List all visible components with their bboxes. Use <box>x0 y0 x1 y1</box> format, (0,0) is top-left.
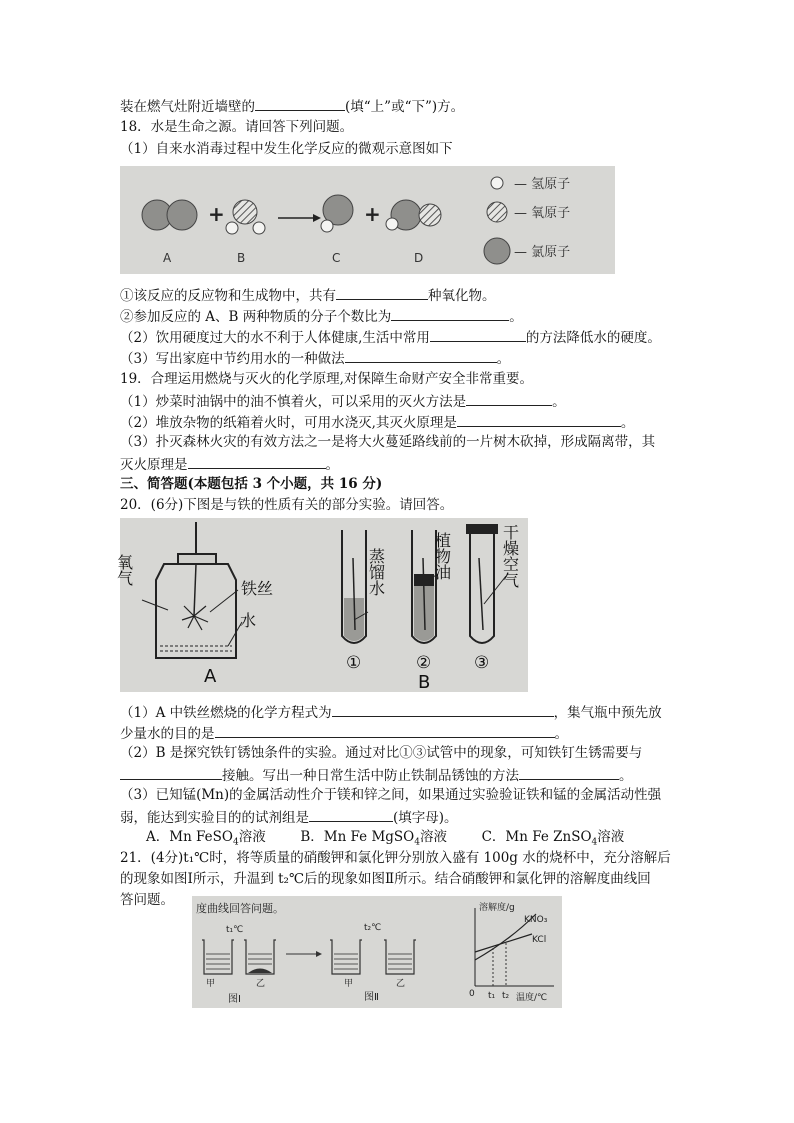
tick-t2: t₂ <box>502 991 510 1001</box>
text: 溶液 <box>597 829 625 845</box>
undissolved-solid <box>248 969 272 974</box>
section3-heading: 三、简答题(本题包括 3 个小题，共 16 分) <box>120 476 383 492</box>
t1-label: t₁℃ <box>226 925 244 935</box>
q21-line2: 的现象如图Ⅰ所示，升温到 t₂℃后的现象如图Ⅱ所示。结合硝酸钾和氯化钾的溶解度曲线回 <box>120 871 651 887</box>
text: 。 <box>620 415 635 431</box>
tube-number-2: ② <box>416 653 432 673</box>
q21-line3: 答问题。 <box>120 892 174 908</box>
label-water: 水 <box>240 611 257 630</box>
q19-part2 <box>120 412 634 432</box>
text: 的方法降低水的硬度。 <box>525 330 661 346</box>
text: (填“上”或“下”)方。 <box>345 99 465 115</box>
stopper <box>178 554 216 564</box>
oxygen-legend-icon <box>487 202 507 222</box>
q17-tail-line <box>120 96 464 116</box>
q20-part1a <box>120 702 662 722</box>
label-dry-air: 干燥空气 <box>500 524 520 588</box>
label-distilled-water: 蒸馏水 <box>366 548 386 596</box>
text: 接触。写出一种日常生活中防止铁制品锈蚀的方法 <box>222 768 519 784</box>
text: 少量水的目的是 <box>120 726 215 742</box>
q20-part2b <box>120 765 633 785</box>
kcl-curve <box>475 934 532 952</box>
label-jia-1: 甲 <box>206 979 216 989</box>
caption-a: A <box>204 666 217 687</box>
caption-b: B <box>418 672 431 693</box>
label-oxygen: 氧气 <box>114 554 134 586</box>
text: 。 <box>619 768 633 784</box>
q20-part2a: （2）B 是探究铁钉锈蚀条件的实验。通过对比①③试管中的现象，可知铁钉生锈需要与 <box>120 745 643 761</box>
text: 。 <box>509 309 523 325</box>
oxygen-atom <box>233 200 257 224</box>
q18-reaction-figure <box>120 166 615 274</box>
q18-sub1 <box>120 285 496 305</box>
answer-blank[interactable] <box>345 348 497 363</box>
label-jia-2: 甲 <box>344 979 354 989</box>
text: 种氧化物。 <box>428 288 496 304</box>
answer-blank[interactable] <box>188 454 326 469</box>
text: 。 <box>496 351 511 367</box>
text: ②参加反应的 A、B 两种物质的分子个数比为 <box>120 309 392 325</box>
hydrogen-atom <box>226 222 238 234</box>
text: 溶液 <box>419 829 447 845</box>
tube-number-1: ① <box>346 653 362 673</box>
q19-part1 <box>120 391 566 411</box>
chlorine-legend-icon <box>484 238 510 264</box>
answer-blank[interactable] <box>215 723 555 738</box>
q21-line1: 21．(4分)t₁℃时，将等质量的硝酸钾和氯化钾分别放入盛有 100g 水的烧杯中，充分溶解后 <box>120 850 671 866</box>
y-axis-label: 溶解度/g <box>479 903 515 913</box>
svg-text:+: + <box>208 202 225 226</box>
x-axis-label: 温度/℃ <box>516 993 548 1003</box>
legend-chlorine: — 氯原子 <box>514 245 571 260</box>
q19-part3a: （3）扑灭森林火灾的有效方法之一是将大火蔓延路线前的一片树木砍掉，形成隔离带，其 <box>120 434 656 450</box>
q19-part3b <box>120 454 339 474</box>
answer-blank[interactable] <box>466 391 552 406</box>
nail-3 <box>479 558 483 630</box>
tube-number-3: ③ <box>474 653 490 673</box>
option-b <box>300 829 447 848</box>
chlorine-atom <box>167 200 197 230</box>
text: 溶液 <box>238 829 266 845</box>
legend-oxygen: — 氧原子 <box>514 206 571 221</box>
answer-blank[interactable] <box>309 807 393 822</box>
text: 灭火原理是 <box>120 457 188 473</box>
answer-blank[interactable] <box>255 96 345 111</box>
tick-t1: t₁ <box>488 991 496 1001</box>
answer-blank[interactable] <box>430 327 526 342</box>
hydrogen-atom <box>386 218 398 230</box>
q20-iron-figure <box>114 518 528 693</box>
text: 。 <box>325 457 339 473</box>
tube-stopper <box>466 524 498 534</box>
q18-title: 18．水是生命之源。请回答下列问题。 <box>120 119 354 135</box>
label-iron-wire: 铁丝 <box>241 579 274 598</box>
figure-top-text: 度曲线回答问题。 <box>196 902 284 915</box>
subscript: 4 <box>414 837 420 848</box>
t2-label: t₂℃ <box>364 923 382 933</box>
text: A．Mn FeSO <box>146 829 233 845</box>
hydrogen-legend-icon <box>491 177 503 189</box>
legend-hydrogen: — 氢原子 <box>514 177 571 192</box>
oxygen-atom <box>419 204 441 226</box>
answer-blank[interactable] <box>336 285 428 300</box>
test-tube-3 <box>470 532 494 643</box>
label-yi-1: 乙 <box>256 979 266 989</box>
text: ，集气瓶中预先放 <box>553 705 662 721</box>
q20-part3b <box>120 807 458 827</box>
text: （2）堆放杂物的纸箱着火时，可用水浇灭,其灭火原理是 <box>120 415 457 431</box>
svg-text:+: + <box>364 202 381 226</box>
text: （1）炒菜时油锅中的油不慎着火，可以采用的灭火方法是 <box>120 394 467 410</box>
subscript: 4 <box>591 837 598 848</box>
subscript: 4 <box>233 837 239 848</box>
option-a <box>146 829 266 848</box>
origin-label: 0 <box>469 989 475 999</box>
label-vegetable-oil: 植物油 <box>432 532 452 580</box>
q20-part1b <box>120 723 568 743</box>
q18-part1: （1）自来水消毒过程中发生化学反应的微观示意图如下 <box>120 141 453 157</box>
kcl-label: KCl <box>532 935 547 945</box>
text: 弱，能达到实验目的的试剂组是 <box>120 810 309 826</box>
answer-blank[interactable] <box>332 702 554 717</box>
text: 装在燃气灶附近墙壁的 <box>120 99 255 115</box>
answer-blank[interactable] <box>457 412 621 427</box>
text: 。 <box>552 394 566 410</box>
answer-blank[interactable] <box>391 306 509 321</box>
option-c <box>481 829 625 848</box>
text: C．Mn Fe ZnSO <box>481 829 592 845</box>
label-b: B <box>237 251 246 265</box>
answer-blank[interactable] <box>120 765 222 780</box>
text: （2）饮用硬度过大的水不利于人体健康,生活中常用 <box>120 330 430 346</box>
label-c: C <box>332 251 341 265</box>
text: ①该反应的反应物和生成物中，共有 <box>120 288 336 304</box>
hydrogen-atom <box>253 222 265 234</box>
caption-fig2: 图Ⅱ <box>364 992 379 1003</box>
q20-part3a: （3）已知锰(Mn)的金属活动性介于镁和锌之间，如果通过实验验证铁和锰的金属活动性强 <box>120 787 662 803</box>
q18-part3 <box>120 348 510 368</box>
label-d: D <box>414 251 424 265</box>
text: （3）写出家庭中节约用水的一种做法 <box>120 351 345 367</box>
text: (填字母)。 <box>393 810 458 826</box>
text: 。 <box>554 726 568 742</box>
hydrogen-atom <box>321 220 333 232</box>
q20-title: 20．(6分)下图是与铁的性质有关的部分实验。请回答。 <box>120 497 454 513</box>
label-yi-2: 乙 <box>396 979 406 989</box>
iron-wire <box>194 564 196 616</box>
text: （1）A 中铁丝燃烧的化学方程式为 <box>120 705 332 721</box>
q19-title: 19．合理运用燃烧与灭火的化学原理,对保障生命财产安全非常重要。 <box>120 371 533 387</box>
q18-sub2 <box>120 306 523 326</box>
caption-fig1: 图Ⅰ <box>228 994 241 1005</box>
kno3-label: KNO₃ <box>524 915 548 925</box>
q18-part2 <box>120 327 661 347</box>
q21-solubility-figure <box>192 896 562 1008</box>
answer-blank[interactable] <box>519 765 619 780</box>
text: B．Mn Fe MgSO <box>300 829 415 845</box>
label-a: A <box>163 251 172 265</box>
